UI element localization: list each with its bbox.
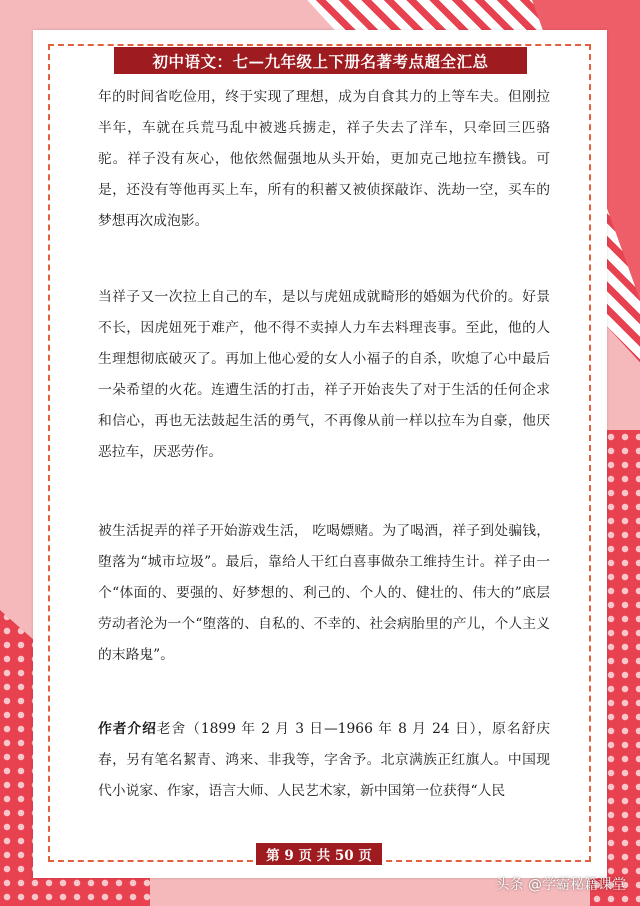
author-label: 作者介绍: [98, 721, 157, 737]
watermark: 头条 @学霸秘籍课堂: [495, 877, 626, 893]
page-number: 第 9 页 共 50 页: [256, 843, 382, 865]
paragraph: 当祥子又一次拉上自己的车，是以与虎妞成就畸形的婚姻为代价的。好景不长，因虎妞死于难产，他不得不卖掉人力车去料理丧事。至此，他的人生理想彻底破灭了。再加上他心爱的女人小福子的自杀，吹熄了心中最后一朵希望的火花。连遭生活的打击，祥子开始丧失了对于生活的任何企求和信心，再也无法鼓起生活的勇气，不再像从前一样以拉车为自豪，他厌恶拉车，厌恶劳作。: [98, 289, 550, 460]
paragraph: 年的时间省吃俭用，终于实现了理想，成为自食其力的上等车夫。但刚拉半年，车就在兵荒马乱中被逃兵掳走，祥子失去了洋车，只牵回三匹骆驼。祥子没有灰心，他依然倔强地从头开始，更加克己地拉车攒钱。可是，还没有等他再买上车，所有的积蓄又被侦探敲诈、洗劫一空，买车的梦想再次成泡影。: [98, 89, 550, 229]
paragraph: 被生活捉弄的祥子开始游戏生活， 吃喝嫖赌。为了喝酒，祥子到处骗钱，堕落为“城市垃圾”。最后，靠给人干红白喜事做杂工维持生计。祥子由一个“体面的、要强的、好梦想的、利己的、个人的、健壮的、伟大的”底层劳动者沦为一个“堕落的、自私的、不幸的、社会病胎里的产儿，个人主义的末路鬼”。: [98, 523, 550, 663]
author-paragraph: [98, 714, 550, 807]
author-text: 老舍（1899 年 2 月 3 日—1966 年 8 月 24 日），原名舒庆春，另有笔名絜青、鸿来、非我等，字舍予。北京满族正红旗人。中国现代小说家、作家，语言大师、人民艺术家，新中国第一位获得“人民: [98, 721, 551, 799]
page-title: 初中语文：七—九年级上下册名著考点超全汇总: [114, 47, 527, 74]
